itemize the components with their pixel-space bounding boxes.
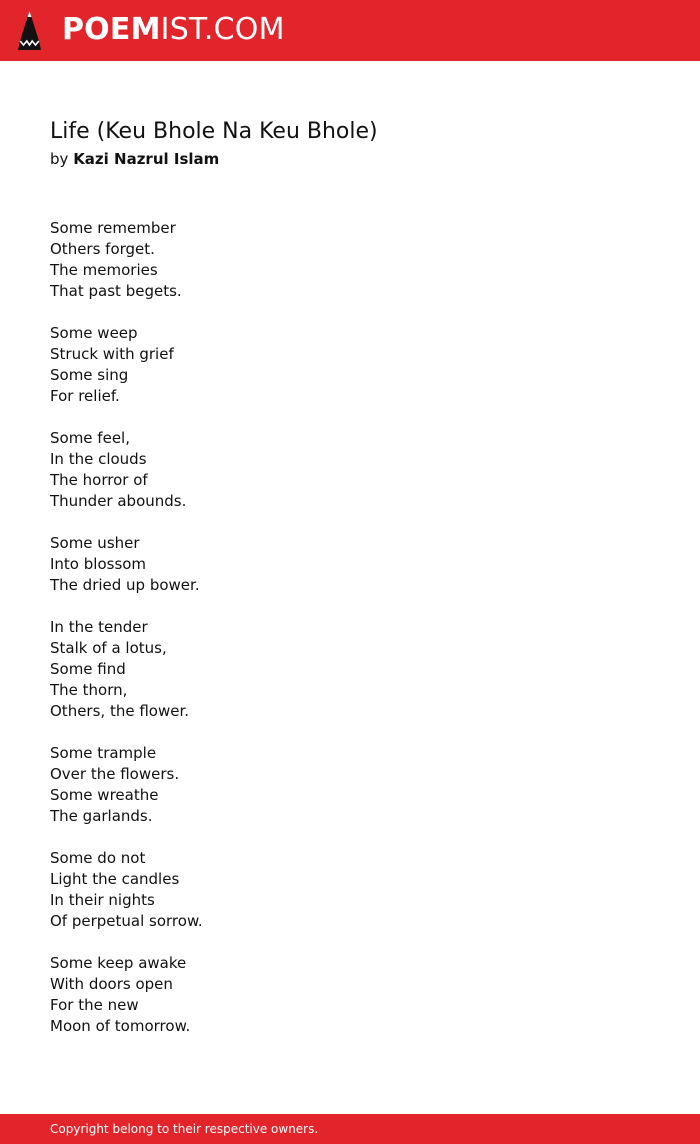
stanza — [50, 533, 650, 596]
stanza — [50, 428, 650, 512]
poem-line: The garlands. — [50, 807, 153, 825]
author-name: Kazi Nazrul Islam — [73, 150, 220, 168]
stanza — [50, 743, 650, 827]
poem-line: Others, the flower. — [50, 702, 190, 720]
poem-line: For relief. — [50, 387, 120, 405]
stanza — [50, 323, 650, 407]
brand-strong-text: POEM — [62, 12, 161, 47]
poem-line: Some wreathe — [50, 786, 159, 804]
poem-line: Some weep — [50, 324, 138, 342]
stanza — [50, 617, 650, 722]
stanza — [50, 953, 650, 1037]
poem-line: Stalk of a lotus, — [50, 639, 167, 657]
stanza — [50, 848, 650, 932]
poem-line: Some feel, — [50, 429, 130, 447]
poem-line: Of perpetual sorrow. — [50, 912, 203, 930]
poem-line: Some sing — [50, 366, 129, 384]
poem-line: The horror of — [50, 471, 148, 489]
poem-line: Struck with grief — [50, 345, 174, 363]
logo-link[interactable] — [16, 10, 43, 52]
poem-line: Some usher — [50, 534, 140, 552]
pencil-logo-icon — [16, 10, 43, 52]
poem-line: In their nights — [50, 891, 155, 909]
brand-light-text: IST.COM — [160, 12, 285, 47]
by-label: by — [50, 150, 69, 168]
poem-line: The thorn, — [50, 681, 128, 699]
poem-line: The memories — [50, 261, 158, 279]
poem-line: Over the flowers. — [50, 765, 180, 783]
poem-line: Some do not — [50, 849, 146, 867]
poem-line: In the tender — [50, 618, 148, 636]
poem-line: Some trample — [50, 744, 157, 762]
poem-line: In the clouds — [50, 450, 147, 468]
site-brand[interactable] — [62, 12, 285, 48]
poem-line: Some keep awake — [50, 954, 187, 972]
poem-line: The dried up bower. — [50, 576, 200, 594]
poem-line: Some remember — [50, 219, 176, 237]
poem-line: Some find — [50, 660, 126, 678]
stanza — [50, 218, 650, 302]
poem-line: With doors open — [50, 975, 173, 993]
site-header — [0, 0, 700, 61]
poem-byline — [50, 148, 219, 170]
poem-line: Others forget. — [50, 240, 155, 258]
copyright-text: Copyright belong to their respective owners. — [50, 1122, 319, 1136]
poem-body — [50, 218, 650, 1037]
poem-line: Into blossom — [50, 555, 147, 573]
poem-line: Moon of tomorrow. — [50, 1017, 191, 1035]
poem-line: That past begets. — [50, 282, 182, 300]
poem-line: For the new — [50, 996, 139, 1014]
poem-line: Thunder abounds. — [50, 492, 187, 510]
poem-line: Light the candles — [50, 870, 180, 888]
site-footer — [0, 1114, 700, 1144]
poem-title: Life (Keu Bhole Na Keu Bhole) — [50, 119, 378, 144]
